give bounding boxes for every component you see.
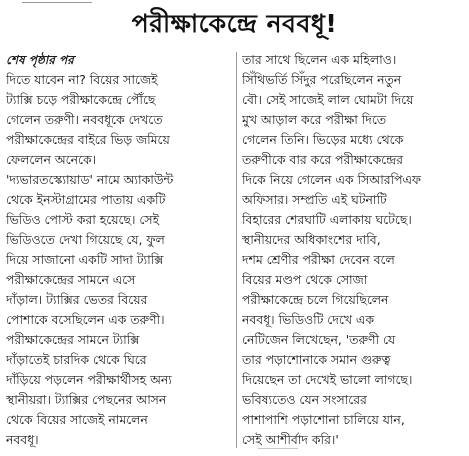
text-line: নববধূ। <box>6 432 39 447</box>
text-line: তার পড়াশোনাকে সমান গুরুত্ব <box>242 352 391 367</box>
text-line: পরীক্ষাকেন্দ্রে চলে গিয়েছিলেন <box>242 292 389 307</box>
text-line: ভবিষ্যতেও যেন সংসারের <box>242 392 367 407</box>
text-line: দাঁড়িয়ে পড়লেন পরীক্ষার্থীসহ অন্য <box>6 372 172 387</box>
text-line: পোশাকে বসেছিলেন এক তরুণী। <box>6 312 165 327</box>
text-line: নববধূ। ভিডিওটি দেখে এক <box>242 312 374 327</box>
text-line: অফিসার। সম্প্রতি এই ঘটনাটি <box>242 192 387 207</box>
text-line: বিয়ের মণ্ডপ থেকে সোজা <box>242 272 368 287</box>
text-line: দিয়েছেন তা দেখেই ভালো লাগছে। <box>242 372 413 387</box>
text-line: পরীক্ষাকেন্দ্রের সামনে এসে <box>6 272 136 287</box>
text-line: পরীক্ষাকেন্দ্রের সামনে ট্যাক্সি <box>6 332 140 347</box>
top-rule <box>22 2 92 3</box>
text-line: ভিডিওতে দেখা গিয়েছে যে, ফুল <box>6 232 165 247</box>
right-column-text <box>242 50 466 450</box>
text-line: স্থানীয়রা। ট্যাক্সির পেছনের আসন <box>6 392 167 407</box>
text-line: থেকে বিয়ের সাজেই নামলেন <box>6 412 148 427</box>
text-line: বিহারের শেরঘাটি এলাকায় ঘটেছে। <box>242 212 412 227</box>
text-line: পরীক্ষাকেন্দ্রের বাইরে ভিড় জমিয়ে <box>6 132 170 147</box>
text-line: 'দ্যভারতস্ক্যোয়াড' নামে অ্যাকাউন্ট <box>6 172 174 187</box>
text-line: বৌ। সেই সাজেই লাল ঘোমটা দিয়ে <box>242 92 414 107</box>
text-line: থেকে ইনস্টাগ্রামের পাতায় একটি <box>6 192 166 207</box>
text-line: পাশাপাশি পড়াশোনা চালিয়ে যান, <box>242 412 405 427</box>
text-line: তার সাথে ছিলেন এক মহিলাও। <box>242 52 397 67</box>
text-line: মুখ আড়াল করে পরীক্ষা দিতে <box>242 112 387 127</box>
text-line: দশম শ্রেণীর পরীক্ষা দেবেন বলে <box>242 252 395 267</box>
text-line: ফেললেন অনেকে। <box>6 152 97 167</box>
text-line: সেই আশীর্বাদ করি।' <box>242 432 339 447</box>
text-line: দিকে নিয়ে গেলেন এক সিআরপিএফ <box>242 172 421 187</box>
left-column-text <box>6 70 230 450</box>
headline: পরীক্ষাকেন্দ্রে নববধূ! <box>131 9 338 38</box>
text-line: ট্যাক্সি চড়ে পরীক্ষাকেন্দ্রে পৌঁছে <box>6 92 156 107</box>
text-line: দিয়ে সাজানো একটি সাদা ট্যাক্সি <box>6 252 164 267</box>
right-column <box>242 50 466 450</box>
text-line: গেলেন তিনি। ভিড়ের মধ্যে থেকে <box>242 132 404 147</box>
text-line: গেলেন তরুণী। নববধূকে দেখতে <box>6 112 163 127</box>
continuation-kicker: শেষ পৃষ্ঠার পর <box>6 53 74 67</box>
text-line: দাঁড়াল। ট্যাক্সির ভেতর বিয়ের <box>6 292 148 307</box>
bottom-rule-fragment <box>258 448 298 449</box>
text-line: নেটিজেন লিখেছেন, 'তরুণী যে <box>242 332 396 347</box>
text-line: সিঁথিভর্তি সিঁদুর পরেছিলেন নতুন <box>242 72 402 87</box>
text-line: দিতে যাবেন না? বিয়ের সাজেই <box>6 72 158 87</box>
text-line: তরুণীকে বার করে পরীক্ষাকেন্দ্রের <box>242 152 403 167</box>
text-line: স্থানীয়দের অধিকাংশের দাবি, <box>242 232 381 247</box>
text-line: দাঁড়াতেই চারদিক থেকে ঘিরে <box>6 352 147 367</box>
left-column <box>6 50 230 450</box>
text-line: ভিডিও পোস্ট করা হয়েছে। সেই <box>6 212 160 227</box>
column-divider <box>236 52 237 448</box>
